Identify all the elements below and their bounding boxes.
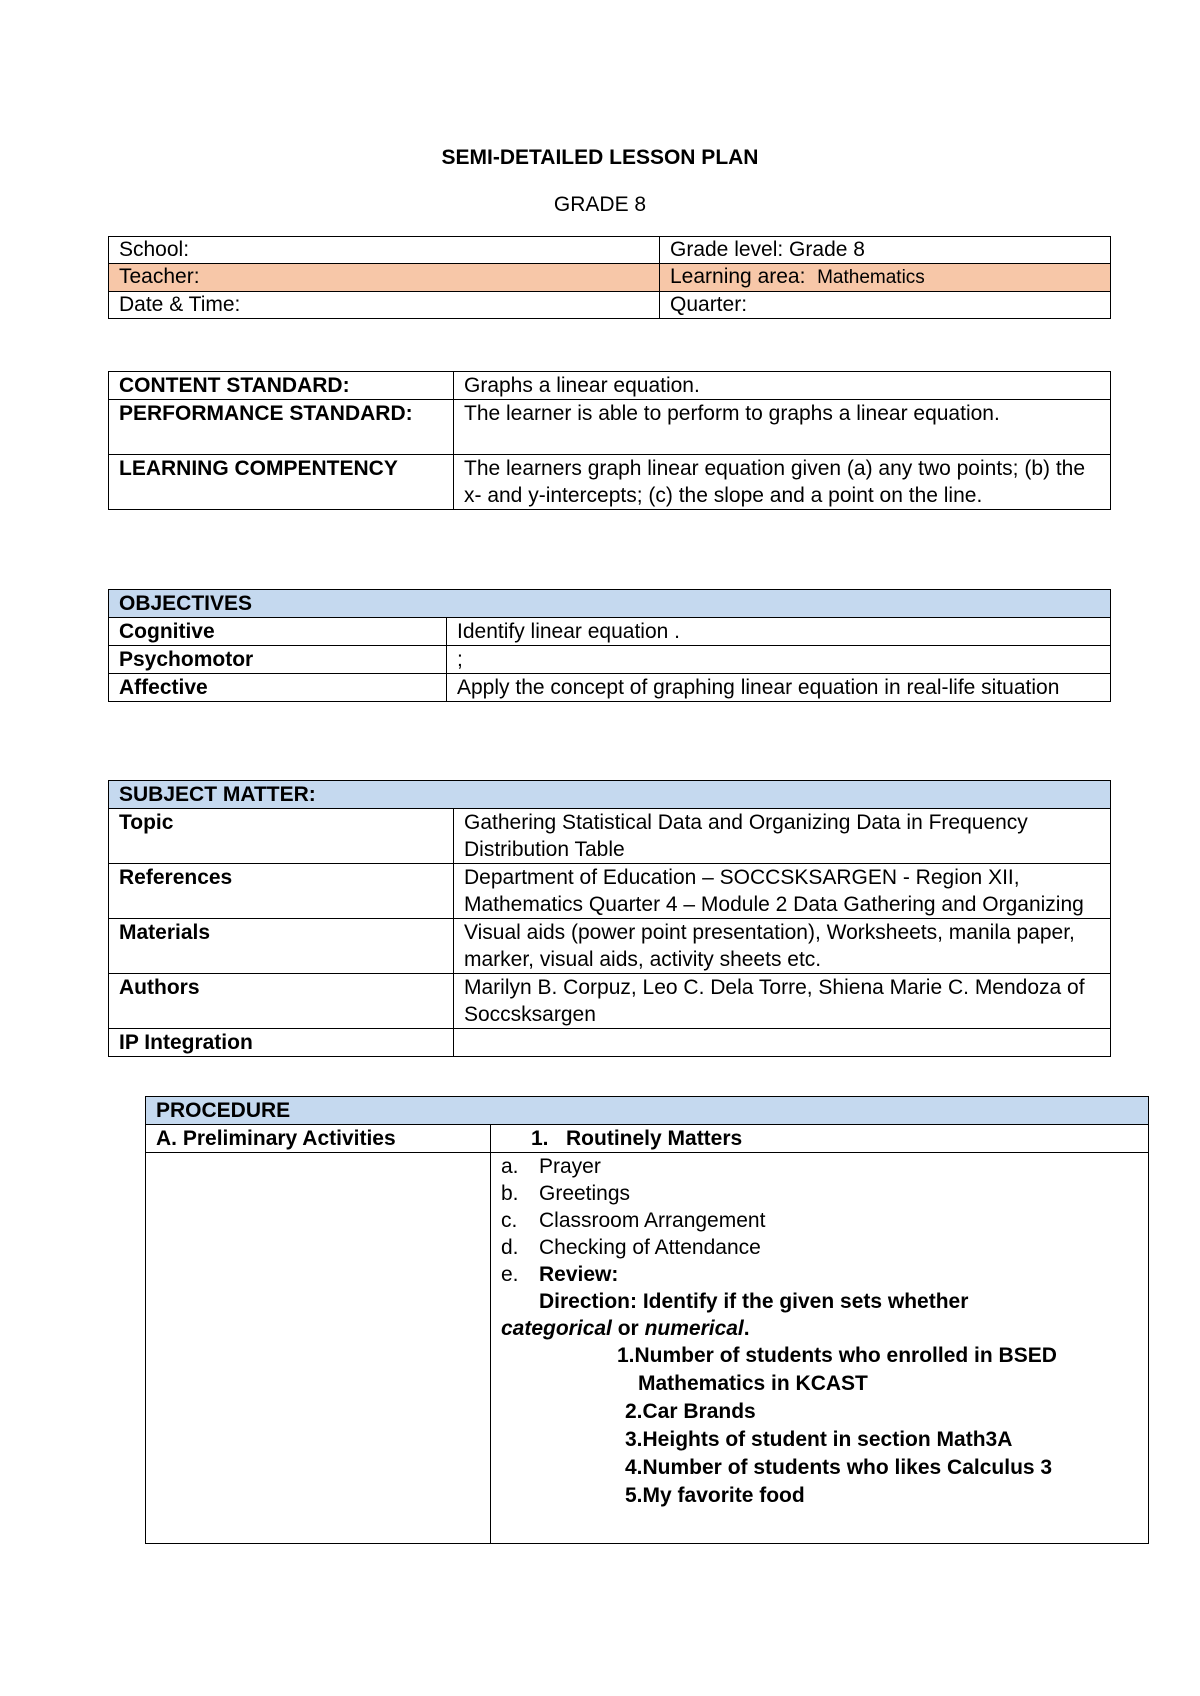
list-item <box>501 1153 1138 1180</box>
topic-value: Gathering Statistical Data and Organizing Data in Frequency Distribution Table <box>454 809 1111 864</box>
date-time-label: Date & Time: <box>109 292 660 319</box>
affective-row <box>109 674 1111 702</box>
review-item: 5.My favorite food <box>625 1484 805 1507</box>
references-value: Department of Education – SOCCSKSARGEN - Region XII, Mathematics Quarter 4 – Module 2 Data Gathering and Organizing <box>454 864 1111 919</box>
performance-standard-value: The learner is able to perform to graphs a linear equation. <box>454 400 1111 455</box>
affective-value: Apply the concept of graphing linear equation in real-life situation <box>447 674 1111 702</box>
ip-integration-value <box>454 1029 1111 1057</box>
objectives-table <box>108 589 1111 702</box>
info-row-school <box>109 237 1111 264</box>
school-label: School: <box>109 237 660 264</box>
review-item: 4.Number of students who likes Calculus 3 <box>625 1456 1053 1479</box>
list-text: Greetings <box>539 1182 631 1205</box>
materials-label: Materials <box>109 919 454 974</box>
info-row-teacher <box>109 264 1111 292</box>
review-item: Mathematics in KCAST <box>638 1372 868 1395</box>
grade-level: Grade level: Grade 8 <box>660 237 1111 264</box>
ip-integration-row <box>109 1029 1111 1057</box>
list-text: Prayer <box>539 1155 601 1178</box>
teacher-label: Teacher: <box>109 264 660 292</box>
references-label: References <box>109 864 454 919</box>
list-letter: b. <box>501 1182 519 1205</box>
review-item: 3.Heights of student in section Math3A <box>625 1428 1013 1451</box>
list-letter: e. <box>501 1263 519 1286</box>
performance-standard-row <box>109 400 1111 455</box>
document-grade: GRADE 8 <box>553 193 647 216</box>
learning-area-label: Learning area: <box>670 265 806 288</box>
objectives-header-row <box>109 590 1111 618</box>
procedure-header-row <box>146 1097 1149 1125</box>
review-item: 2.Car Brands <box>625 1400 756 1423</box>
competency-label: LEARNING COMPENTENCY <box>109 455 454 510</box>
routine-content <box>491 1153 1149 1544</box>
preliminary-empty-cell <box>146 1153 491 1544</box>
review-item: 1.Number of students who enrolled in BSED <box>617 1344 1057 1367</box>
direction-prefix: Direction: Identify if the given sets whether <box>539 1290 969 1313</box>
list-item <box>501 1207 1138 1234</box>
materials-row <box>109 919 1111 974</box>
materials-value: Visual aids (power point presentation), Worksheets, manila paper, marker, visual aids, activity sheets etc. <box>454 919 1111 974</box>
direction-end: . <box>743 1317 750 1340</box>
list-item <box>501 1180 1138 1207</box>
list-item <box>501 1234 1138 1261</box>
review-direction <box>501 1288 1138 1342</box>
preliminary-label: A. Preliminary Activities <box>146 1125 491 1153</box>
list-letter: c. <box>501 1209 518 1232</box>
direction-numerical: numerical <box>644 1317 744 1340</box>
psychomotor-value: ; <box>447 646 1111 674</box>
subject-matter-heading: SUBJECT MATTER: <box>109 781 1111 809</box>
preliminary-row <box>146 1125 1149 1153</box>
competency-value: The learners graph linear equation given (a) any two points; (b) the x- and y-intercepts; (c) the slope and a point on the line. <box>454 455 1111 510</box>
authors-value: Marilyn B. Corpuz, Leo C. Dela Torre, Shiena Marie C. Mendoza of Soccsksargen <box>454 974 1111 1029</box>
quarter-label: Quarter: <box>660 292 1111 319</box>
procedure-heading: PROCEDURE <box>146 1097 1149 1125</box>
references-row <box>109 864 1111 919</box>
authors-row <box>109 974 1111 1029</box>
content-standard-value: Graphs a linear equation. <box>454 372 1111 400</box>
subject-matter-header-row <box>109 781 1111 809</box>
routine-label: 1. Routinely Matters <box>491 1125 1149 1153</box>
standards-table <box>108 371 1111 510</box>
preliminary-content-row <box>146 1153 1149 1544</box>
list-letter: a. <box>501 1155 519 1178</box>
list-letter: d. <box>501 1236 519 1259</box>
info-row-date <box>109 292 1111 319</box>
list-text: Checking of Attendance <box>539 1236 761 1259</box>
authors-label: Authors <box>109 974 454 1029</box>
list-text: Classroom Arrangement <box>539 1209 766 1232</box>
review-label: Review: <box>539 1263 619 1286</box>
ip-integration-label: IP Integration <box>109 1029 454 1057</box>
competency-row <box>109 455 1111 510</box>
document-title: SEMI-DETAILED LESSON PLAN <box>441 146 759 169</box>
review-items <box>501 1342 1138 1510</box>
learning-area <box>660 264 1111 292</box>
topic-row <box>109 809 1111 864</box>
content-standard-label: CONTENT STANDARD: <box>109 372 454 400</box>
subject-matter-table <box>108 780 1111 1057</box>
procedure-table <box>145 1096 1149 1544</box>
learning-area-value: Mathematics <box>817 267 925 288</box>
info-table <box>108 236 1111 319</box>
topic-label: Topic <box>109 809 454 864</box>
direction-or: or <box>611 1317 645 1340</box>
affective-label: Affective <box>109 674 447 702</box>
list-item <box>501 1261 1138 1288</box>
direction-categorical: categorical <box>501 1317 612 1340</box>
performance-standard-label: PERFORMANCE STANDARD: <box>109 400 454 455</box>
content-standard-row <box>109 372 1111 400</box>
psychomotor-label: Psychomotor <box>109 646 447 674</box>
objectives-heading: OBJECTIVES <box>109 590 1111 618</box>
psychomotor-row <box>109 646 1111 674</box>
cognitive-label: Cognitive <box>109 618 447 646</box>
cognitive-row <box>109 618 1111 646</box>
cognitive-value: Identify linear equation . <box>447 618 1111 646</box>
